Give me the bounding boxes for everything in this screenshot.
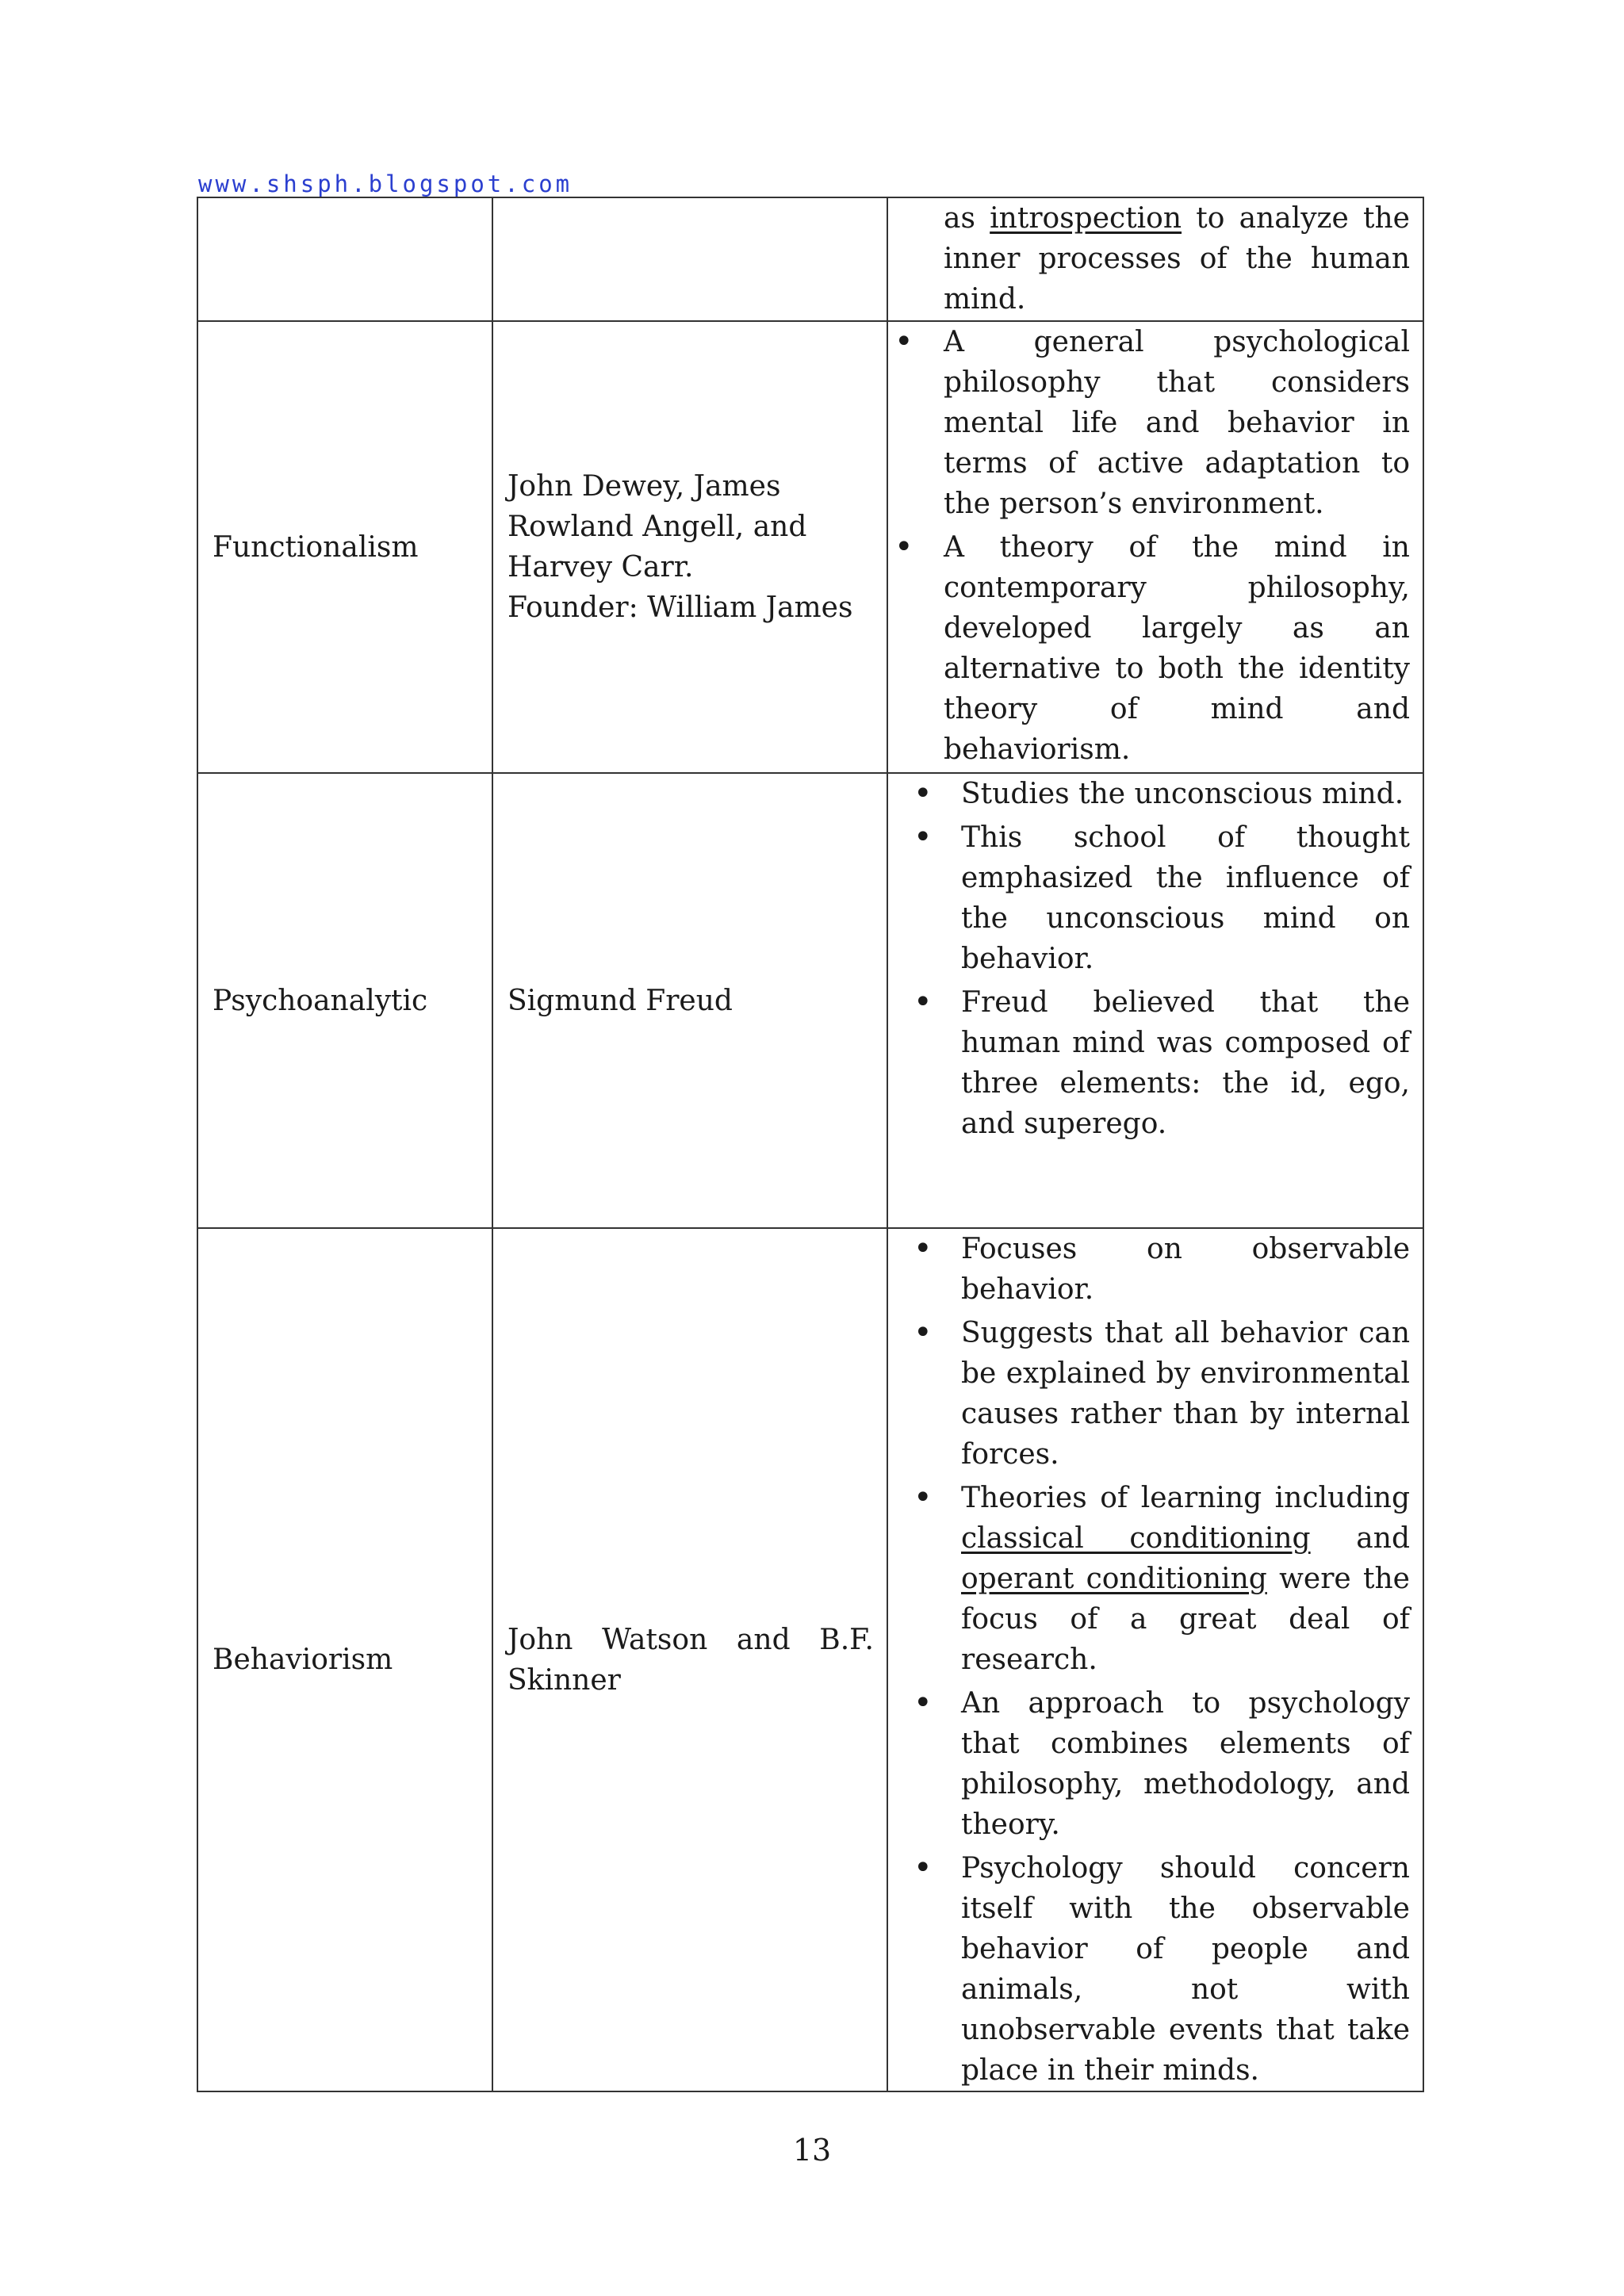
- proponent-line: Founder: William James: [508, 591, 853, 624]
- list-item: • Freud believed that the human mind was composed of three elements: the id, ego, and superego.: [888, 982, 1410, 1144]
- list-item: • An approach to psychology that combines elements of philosophy, methodology, and theory.: [888, 1683, 1410, 1845]
- proponents: [492, 321, 887, 773]
- proponent-line: Rowland Angell, and: [508, 511, 807, 543]
- school-name: Functionalism: [197, 321, 492, 773]
- list-item: • Studies the unconscious mind.: [888, 774, 1410, 814]
- list-item: • A general psychological philosophy that considers mental life and behavior in terms of active adaptation to the person’s environment.: [888, 322, 1410, 524]
- list-item: • Theories of learning including classical conditioning and operant conditioning were the focus of a great deal of research.: [888, 1478, 1410, 1680]
- school-name: Behaviorism: [197, 1228, 492, 2091]
- proponent-line: Harvey Carr.: [508, 551, 694, 584]
- proponent-line: Sigmund Freud: [508, 984, 733, 1017]
- continuation-text: as introspection to analyze the inner processes of the human mind.: [944, 202, 1410, 316]
- list-item: • Focuses on observable behavior.: [888, 1229, 1410, 1310]
- proponent-line: John Watson and B.F. Skinner: [508, 1623, 874, 1697]
- classical-conditioning-term: classical conditioning: [961, 1522, 1311, 1555]
- bullet-list: [888, 774, 1410, 1144]
- bullet-list: [888, 322, 1410, 770]
- list-item: • A theory of the mind in contemporary philosophy, developed largely as an alternative to both the identity theory of mind and behaviorism.: [888, 527, 1410, 770]
- blog-url[interactable]: www.shsph.blogspot.com: [198, 170, 573, 197]
- introspection-term: introspection: [990, 202, 1182, 235]
- description-cell: [887, 321, 1423, 773]
- table-row-functionalism: [197, 321, 1423, 773]
- description-cell: [887, 773, 1423, 1228]
- proponent-line: John Dewey, James: [508, 470, 781, 503]
- proponents: [492, 1228, 887, 2091]
- continuation-cell: [887, 197, 1423, 321]
- list-item: • This school of thought emphasized the influence of the unconscious mind on behavior.: [888, 817, 1410, 979]
- school-name: Psychoanalytic: [197, 773, 492, 1228]
- page-number: 13: [792, 2133, 832, 2168]
- empty-cell: [197, 197, 492, 321]
- table-row-behaviorism: [197, 1228, 1423, 2091]
- table-row-psychoanalytic: [197, 773, 1423, 1228]
- list-item: • Suggests that all behavior can be explained by environmental causes rather than by internal forces.: [888, 1313, 1410, 1475]
- bullet-list: [888, 1229, 1410, 2091]
- table-row-continuation: [197, 197, 1423, 321]
- proponents: [492, 773, 887, 1228]
- list-item: • Psychology should concern itself with the observable behavior of people and animals, not with unobservable events that take place in their minds.: [888, 1848, 1410, 2091]
- operant-conditioning-term: operant conditioning: [961, 1563, 1267, 1595]
- description-cell: [887, 1228, 1423, 2091]
- empty-cell: [492, 197, 887, 321]
- schools-table: [197, 197, 1424, 2092]
